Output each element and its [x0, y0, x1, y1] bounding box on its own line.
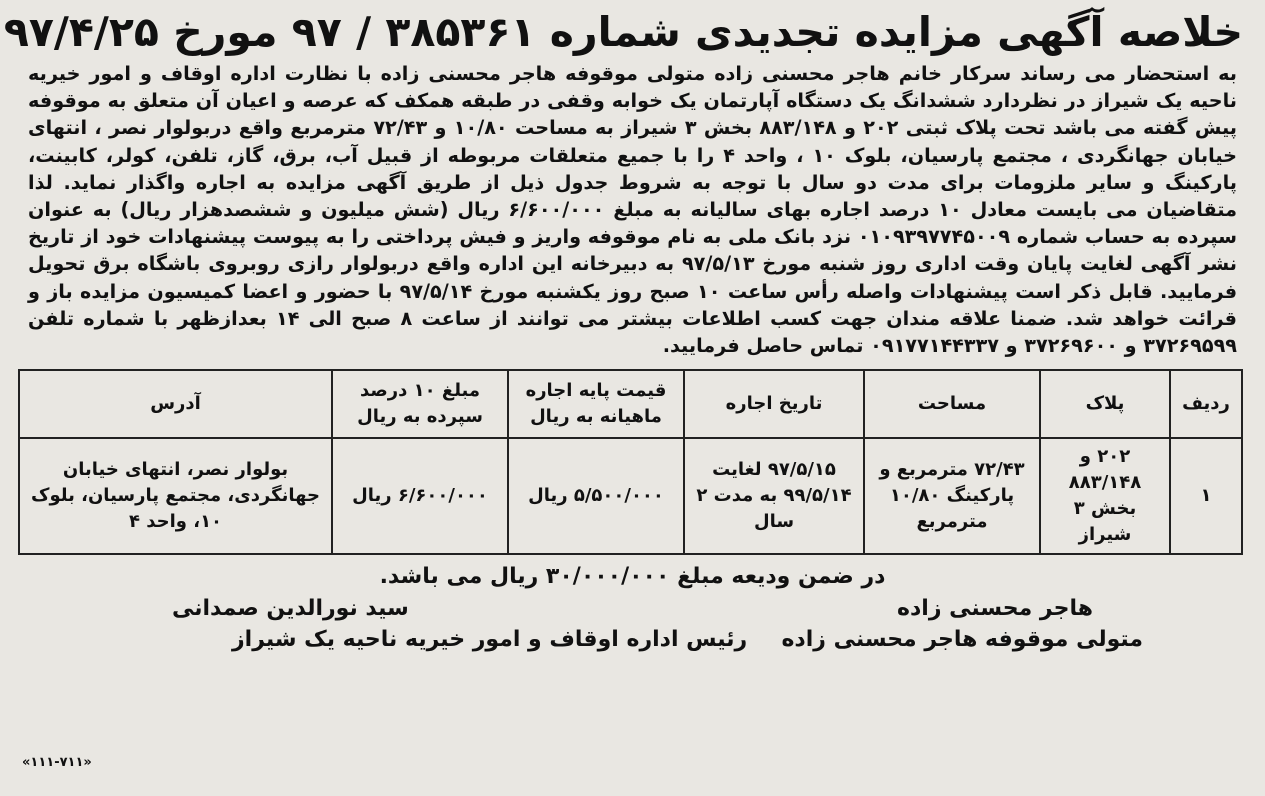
table-row: [19, 438, 1242, 554]
header-area: مساحت: [864, 370, 1040, 438]
cell-address: بولوار نصر، انتهای خیابان جهانگردی، مجتمع پارسیان، بلوک ۱۰، واحد ۴: [19, 438, 332, 554]
table-header-row: [19, 370, 1242, 438]
notice-title: خلاصه آگهی مزایده تجدیدی شماره ۳۸۵۳۶۱ / ۹۷ مورخ ۹۷/۴/۲۵: [3, 8, 1243, 56]
cell-plak: ۲۰۲ و ۸۸۳/۱۴۸ بخش ۳ شیراز: [1040, 438, 1170, 554]
signer-right-name: هاجر محسنی زاده: [897, 596, 1093, 622]
header-lease-date: تاریخ اجاره: [684, 370, 864, 438]
signature-names: [22, 593, 1243, 624]
header-address: آدرس: [19, 370, 332, 438]
reference-code: «۱۱۱-۷۱۱»: [22, 755, 92, 770]
auction-table: [18, 369, 1243, 555]
header-deposit: مبلغ ۱۰ درصد سپرده به ریال: [332, 370, 508, 438]
deposit-note: در ضمن ودیعه مبلغ ۳۰/۰۰۰/۰۰۰ ریال می باشد.: [379, 564, 886, 590]
cell-base-price: ۵/۵۰۰/۰۰۰ ریال: [508, 438, 684, 554]
signature-titles: [22, 624, 1243, 655]
cell-lease-date: ۹۷/۵/۱۵ لغایت ۹۹/۵/۱۴ به مدت ۲ سال: [684, 438, 864, 554]
signer-left-name: سید نورالدین صمدانی: [172, 596, 409, 622]
signer-left-title: رئیس اداره اوقاف و امور خیریه ناحیه یک شیراز: [232, 627, 748, 653]
cell-deposit: ۶/۶۰۰/۰۰۰ ریال: [332, 438, 508, 554]
cell-area: ۷۲/۴۳ مترمربع و پارکینگ ۱۰/۸۰ مترمربع: [864, 438, 1040, 554]
cell-row-number: ۱: [1170, 438, 1242, 554]
header-plak: پلاک: [1040, 370, 1170, 438]
header-base-price: قیمت پایه اجاره ماهیانه به ریال: [508, 370, 684, 438]
notice-body: به استحضار می رساند سرکار خانم هاجر محسنی زاده متولی موقوفه هاجر محسنی زاده با نظارت اداره اوقاف و امور خیریه ناحیه یک شیراز در نظردارد ششدانگ یک دستگاه آپارتمان یک خوابه وقفی در طبقه همکف که عرصه و اعیان آن متعلق به موقوفه پیش گفته می باشد تحت پلاک ثبتی ۲۰۲ و ۸۸۳/۱۴۸ بخش ۳ شیراز به مساحت ۱۰/۸۰ و ۷۲/۴۳ مترمربع واقع دربولوار نصر ، انتهای خیابان جهانگردی ، مجتمع پارسیان، بلوک ۱۰ ، واحد ۴ را با جمیع متعلقات مربوطه از قبیل آب، برق، گاز، تلفن، کولر، کابینت، پارکینگ و سایر ملزومات برای مدت دو سال با توجه به شروط جدول ذیل از طریق آگهی مزایده به اجاره واگذار نماید. لذا متقاضیان می بایست معادل ۱۰ درصد اجاره بهای سالیانه به مبلغ ۶/۶۰۰/۰۰۰ ریال (شش میلیون و ششصدهزار ریال) به عنوان سپرده به حساب شماره ۰۱۰۹۳۹۷۷۴۵۰۰۹ نزد بانک ملی به نام موقوفه واریز و فیش پرداختی را به پیوست پیشنهادات خود از تاریخ نشر آگهی لغایت پایان وقت اداری روز شنبه مورخ ۹۷/۵/۱۳ به دبیرخانه این اداره واقع دربولوار رازی روبروی باشگاه برق تحویل فرمایید. قابل ذکر است پیشنهادات واصله رأس ساعت ۱۰ صبح روز یکشنبه مورخ ۹۷/۵/۱۴ با حضور و اعضا کمیسیون مزایده باز و قرائت خواهد شد. ضمنا علاقه مندان جهت کسب اطلاعات بیشتر می توانند از ساعت ۸ صبح الی ۱۴ بعدازظهر با شماره تلفن ۳۷۲۶۹۵۹۹ و ۳۷۲۶۹۶۰۰ و ۰۹۱۷۷۱۴۴۳۳۷ تماس حاصل فرمایید.: [28, 62, 1238, 358]
header-row-number: ردیف: [1170, 370, 1242, 438]
signer-right-title: متولی موقوفه هاجر محسنی زاده: [781, 627, 1143, 653]
